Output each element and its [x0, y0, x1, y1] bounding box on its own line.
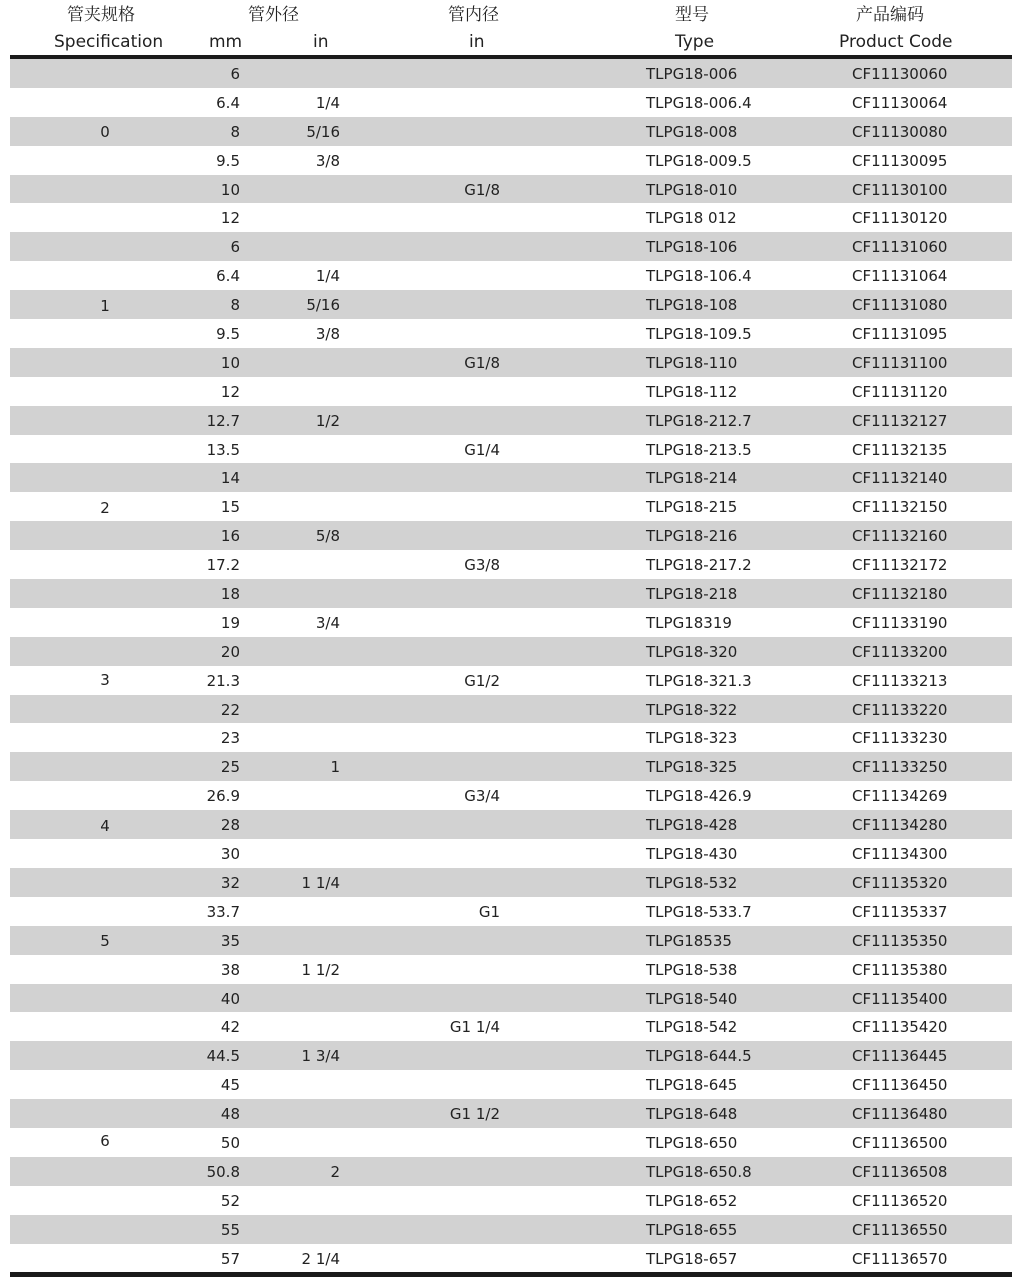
type-cell: TLPG18-106.4	[646, 267, 752, 286]
product-code-cell: CF11132135	[852, 440, 948, 459]
inner-diameter-cell	[440, 637, 500, 666]
product-code-cell: CF11132140	[852, 469, 948, 488]
table-row	[10, 1157, 1012, 1186]
outer-diameter-in-cell: 3/4	[315, 613, 340, 632]
type-cell: TLPG18-540	[646, 989, 738, 1008]
outer-diameter-mm-cell: 20	[220, 642, 240, 661]
inner-diameter-cell: G1/8	[464, 180, 500, 199]
product-code-cell: CF11130095	[852, 151, 948, 170]
type-header-en: Type	[675, 32, 715, 52]
inner-diameter-cell	[440, 492, 500, 521]
inner-diameter-cell	[440, 319, 500, 348]
outer-diameter-mm-cell: 26.9	[206, 787, 240, 806]
outer-diameter-mm-cell: 42	[220, 1018, 240, 1037]
type-cell: TLPG18319	[646, 613, 732, 632]
product-code-cell: CF11136550	[852, 1220, 948, 1239]
table-row	[10, 608, 1012, 637]
product-code-header-en: Product Code	[839, 32, 953, 52]
inner-diameter-cell: G3/8	[464, 556, 500, 575]
product-code-cell: CF11134269	[852, 787, 948, 806]
table-row	[10, 1070, 1012, 1099]
outer-diameter-mm-cell: 23	[220, 729, 240, 748]
spec-group-label: 4	[100, 817, 110, 835]
product-code-cell: CF11136445	[852, 1047, 948, 1066]
outer-diameter-in-cell: 2 1/4	[301, 1249, 340, 1268]
outer-diameter-in-cell: 2	[330, 1162, 340, 1181]
table-row	[10, 521, 1012, 550]
type-cell: TLPG18-652	[646, 1191, 738, 1210]
type-cell: TLPG18-218	[646, 585, 738, 604]
inner-diameter-cell	[440, 117, 500, 146]
product-code-cell: CF11136508	[852, 1162, 948, 1181]
outer-diameter-mm-cell: 6.4	[216, 267, 240, 286]
table-row	[10, 752, 1012, 781]
spec-header-en: Specification	[54, 32, 164, 52]
type-cell: TLPG18-320	[646, 642, 738, 661]
product-code-cell: CF11133230	[852, 729, 948, 748]
inner-diameter-cell	[440, 463, 500, 492]
outer-diameter-mm-cell: 8	[230, 296, 240, 315]
table-row	[10, 1244, 1012, 1273]
inner-diameter-cell: G1/2	[464, 671, 500, 690]
inner-diameter-cell	[440, 406, 500, 435]
product-code-cell: CF11130060	[852, 65, 948, 83]
outer-diameter-mm-cell: 33.7	[206, 902, 240, 921]
spec-group-label: 1	[100, 297, 110, 315]
outer-diameter-in-cell: 1	[330, 758, 340, 777]
product-code-cell: CF11136570	[852, 1249, 948, 1268]
outer-diameter-mm-cell: 12.7	[206, 411, 240, 430]
outer-diameter-mm-cell: 12	[220, 209, 240, 228]
inner-diameter-cell	[440, 984, 500, 1013]
product-code-cell: CF11132127	[852, 411, 948, 430]
table-header	[0, 0, 1034, 58]
table-row	[10, 377, 1012, 406]
type-cell: TLPG18-321.3	[646, 671, 752, 690]
inner-diameter-cell	[440, 579, 500, 608]
table-row	[10, 984, 1012, 1013]
table-row	[10, 203, 1012, 232]
product-code-cell: CF11134300	[852, 845, 948, 864]
table-row	[10, 550, 1012, 579]
type-cell: TLPG18-426.9	[646, 787, 752, 806]
type-cell: TLPG18-213.5	[646, 440, 752, 459]
product-code-cell: CF11131064	[852, 267, 948, 286]
inner-diameter-cell	[440, 59, 500, 88]
product-code-cell: CF11133220	[852, 700, 948, 719]
table-row	[10, 695, 1012, 724]
outer-diameter-mm-cell: 55	[220, 1220, 240, 1239]
inner-diameter-cell	[440, 1070, 500, 1099]
type-cell: TLPG18-325	[646, 758, 738, 777]
spec-header-cn: 管夹规格	[67, 5, 135, 25]
inner-diameter-cell	[440, 723, 500, 752]
inner-diameter-in-header: in	[469, 32, 485, 52]
inner-diameter-cell	[440, 521, 500, 550]
outer-diameter-mm-cell: 10	[220, 353, 240, 372]
type-cell: TLPG18535	[646, 931, 732, 950]
product-code-cell: CF11132160	[852, 527, 948, 546]
product-code-cell: CF11133250	[852, 758, 948, 777]
outer-diameter-mm-cell: 22	[220, 700, 240, 719]
outer-diameter-mm-cell: 9.5	[216, 325, 240, 344]
inner-diameter-cell	[440, 290, 500, 319]
table-row	[10, 261, 1012, 290]
table-row	[10, 1186, 1012, 1215]
type-cell: TLPG18-650	[646, 1133, 738, 1152]
type-cell: TLPG18-538	[646, 960, 738, 979]
inner-diameter-cell: G1	[478, 902, 500, 921]
inner-diameter-cell	[440, 926, 500, 955]
product-code-cell: CF11130100	[852, 180, 948, 199]
product-code-cell: CF11133190	[852, 613, 948, 632]
outer-diameter-in-cell: 3/8	[315, 325, 340, 344]
table-row	[10, 59, 1012, 88]
outer-diameter-mm-cell: 50	[220, 1133, 240, 1152]
spec-group-label: 6	[100, 1132, 110, 1150]
table-row	[10, 1041, 1012, 1070]
inner-diameter-cell	[440, 1186, 500, 1215]
product-code-cell: CF11135320	[852, 873, 948, 892]
outer-diameter-in-cell: 1 1/4	[301, 873, 340, 892]
outer-diameter-in-cell: 1/4	[315, 267, 340, 286]
table-bottom-rule	[10, 1272, 1012, 1277]
type-cell: TLPG18-106	[646, 238, 738, 257]
type-cell: TLPG18-428	[646, 816, 738, 835]
product-code-cell: CF11131100	[852, 353, 948, 372]
outer-diameter-in-cell: 3/8	[315, 151, 340, 170]
outer-diameter-mm-cell: 44.5	[206, 1047, 240, 1066]
table-row	[10, 146, 1012, 175]
outer-diameter-mm-cell: 25	[220, 758, 240, 777]
table-row	[10, 175, 1012, 204]
outer-diameter-in-cell: 1 1/2	[301, 960, 340, 979]
type-cell: TLPG18-112	[646, 382, 738, 401]
product-code-cell: CF11131080	[852, 296, 948, 315]
outer-diameter-header-cn: 管外径	[248, 5, 299, 25]
outer-diameter-mm-cell: 35	[220, 931, 240, 950]
product-code-cell: CF11131060	[852, 238, 948, 257]
outer-diameter-in-cell: 5/16	[306, 122, 340, 141]
outer-diameter-mm-cell: 45	[220, 1076, 240, 1095]
table-row	[10, 579, 1012, 608]
outer-diameter-mm-cell: 10	[220, 180, 240, 199]
product-code-cell: CF11136480	[852, 1105, 948, 1124]
outer-diameter-mm-cell: 9.5	[216, 151, 240, 170]
product-code-cell: CF11131095	[852, 325, 948, 344]
inner-diameter-cell	[440, 261, 500, 290]
outer-diameter-in-cell: 5/8	[315, 527, 340, 546]
outer-diameter-mm-header: mm	[209, 32, 243, 52]
product-code-cell: CF11130064	[852, 93, 948, 112]
product-code-cell: CF11132172	[852, 556, 948, 575]
outer-diameter-mm-cell: 21.3	[206, 671, 240, 690]
inner-diameter-cell: G1 1/2	[449, 1105, 500, 1124]
type-header-cn: 型号	[675, 5, 709, 25]
type-cell: TLPG18-214	[646, 469, 738, 488]
type-cell: TLPG18-650.8	[646, 1162, 752, 1181]
outer-diameter-mm-cell: 6.4	[216, 93, 240, 112]
outer-diameter-mm-cell: 13.5	[206, 440, 240, 459]
type-cell: TLPG18-532	[646, 873, 738, 892]
table-row	[10, 1012, 1012, 1041]
product-code-cell: CF11134280	[852, 816, 948, 835]
type-cell: TLPG18-212.7	[646, 411, 752, 430]
type-cell: TLPG18-008	[646, 122, 738, 141]
table-row	[10, 348, 1012, 377]
type-cell: TLPG18-110	[646, 353, 738, 372]
type-cell: TLPG18-108	[646, 296, 738, 315]
type-cell: TLPG18-430	[646, 845, 738, 864]
type-cell: TLPG18-533.7	[646, 902, 752, 921]
outer-diameter-mm-cell: 48	[220, 1105, 240, 1124]
inner-diameter-cell: G3/4	[464, 787, 500, 806]
outer-diameter-in-cell: 1/2	[315, 411, 340, 430]
table-row	[10, 868, 1012, 897]
spec-group-label: 0	[100, 123, 110, 141]
outer-diameter-mm-cell: 32	[220, 873, 240, 892]
table-row	[10, 955, 1012, 984]
outer-diameter-mm-cell: 12	[220, 382, 240, 401]
table-row	[10, 232, 1012, 261]
product-code-cell: CF11136450	[852, 1076, 948, 1095]
product-code-cell: CF11132150	[852, 498, 948, 517]
type-cell: TLPG18-010	[646, 180, 738, 199]
product-code-cell: CF11136520	[852, 1191, 948, 1210]
inner-diameter-cell	[440, 232, 500, 261]
inner-diameter-cell	[440, 377, 500, 406]
inner-diameter-cell	[440, 203, 500, 232]
inner-diameter-cell	[440, 1041, 500, 1070]
outer-diameter-mm-cell: 38	[220, 960, 240, 979]
inner-diameter-cell	[440, 695, 500, 724]
table-row	[10, 897, 1012, 926]
inner-diameter-cell: G1/4	[464, 440, 500, 459]
type-cell: TLPG18-215	[646, 498, 738, 517]
inner-diameter-cell	[440, 1157, 500, 1186]
outer-diameter-in-header: in	[313, 32, 329, 52]
inner-diameter-cell	[440, 868, 500, 897]
type-cell: TLPG18-645	[646, 1076, 738, 1095]
inner-diameter-cell	[440, 752, 500, 781]
table-row	[10, 637, 1012, 666]
inner-diameter-cell	[440, 839, 500, 868]
outer-diameter-in-cell: 5/16	[306, 296, 340, 315]
type-cell: TLPG18-109.5	[646, 325, 752, 344]
table-row	[10, 319, 1012, 348]
outer-diameter-mm-cell: 6	[230, 238, 240, 257]
type-cell: TLPG18-006	[646, 65, 738, 83]
type-cell: TLPG18-009.5	[646, 151, 752, 170]
type-cell: TLPG18-657	[646, 1249, 738, 1268]
inner-diameter-cell	[440, 608, 500, 637]
table-row	[10, 435, 1012, 464]
type-cell: TLPG18-006.4	[646, 93, 752, 112]
product-code-cell: CF11130080	[852, 122, 948, 141]
outer-diameter-mm-cell: 18	[220, 585, 240, 604]
inner-diameter-cell: G1/8	[464, 353, 500, 372]
type-cell: TLPG18-644.5	[646, 1047, 752, 1066]
inner-diameter-cell	[440, 955, 500, 984]
outer-diameter-mm-cell: 52	[220, 1191, 240, 1210]
outer-diameter-in-cell: 1 3/4	[301, 1047, 340, 1066]
spec-group-label: 5	[100, 932, 110, 950]
inner-diameter-cell: G1 1/4	[449, 1018, 500, 1037]
type-cell: TLPG18-216	[646, 527, 738, 546]
product-code-cell: CF11131120	[852, 382, 948, 401]
spec-group-label: 3	[100, 671, 110, 689]
inner-diameter-cell	[440, 1215, 500, 1244]
outer-diameter-mm-cell: 50.8	[206, 1162, 240, 1181]
product-code-cell: CF11130120	[852, 209, 948, 228]
outer-diameter-mm-cell: 57	[220, 1249, 240, 1268]
spec-group-label: 2	[100, 499, 110, 517]
type-cell: TLPG18-217.2	[646, 556, 752, 575]
inner-diameter-cell	[440, 810, 500, 839]
outer-diameter-mm-cell: 8	[230, 122, 240, 141]
outer-diameter-mm-cell: 17.2	[206, 556, 240, 575]
product-code-cell: CF11133213	[852, 671, 948, 690]
product-code-cell: CF11135350	[852, 931, 948, 950]
outer-diameter-mm-cell: 16	[220, 527, 240, 546]
table-row	[10, 406, 1012, 435]
type-cell: TLPG18-655	[646, 1220, 738, 1239]
product-code-cell: CF11135337	[852, 902, 948, 921]
type-cell: TLPG18-323	[646, 729, 738, 748]
inner-diameter-header-cn: 管内径	[448, 5, 499, 25]
inner-diameter-cell	[440, 146, 500, 175]
type-cell: TLPG18 012	[646, 209, 737, 228]
product-code-cell: CF11135380	[852, 960, 948, 979]
type-cell: TLPG18-648	[646, 1105, 738, 1124]
outer-diameter-in-cell: 1/4	[315, 93, 340, 112]
outer-diameter-mm-cell: 40	[220, 989, 240, 1008]
product-code-cell: CF11132180	[852, 585, 948, 604]
product-code-cell: CF11136500	[852, 1133, 948, 1152]
outer-diameter-mm-cell: 30	[220, 845, 240, 864]
product-code-cell: CF11133200	[852, 642, 948, 661]
outer-diameter-mm-cell: 15	[220, 498, 240, 517]
table-row	[10, 839, 1012, 868]
product-code-header-cn: 产品编码	[856, 5, 924, 25]
inner-diameter-cell	[440, 88, 500, 117]
type-cell: TLPG18-542	[646, 1018, 738, 1037]
inner-diameter-cell	[440, 1244, 500, 1273]
inner-diameter-cell	[440, 1128, 500, 1157]
outer-diameter-mm-cell: 19	[220, 613, 240, 632]
outer-diameter-mm-cell: 14	[220, 469, 240, 488]
table-row	[10, 781, 1012, 810]
table-row	[10, 1099, 1012, 1128]
outer-diameter-mm-cell: 28	[220, 816, 240, 835]
product-code-cell: CF11135420	[852, 1018, 948, 1037]
product-code-cell: CF11135400	[852, 989, 948, 1008]
product-table	[10, 59, 1012, 1272]
type-cell: TLPG18-322	[646, 700, 738, 719]
outer-diameter-mm-cell: 6	[230, 65, 240, 83]
table-row	[10, 1215, 1012, 1244]
table-row	[10, 88, 1012, 117]
table-row	[10, 723, 1012, 752]
table-row	[10, 463, 1012, 492]
